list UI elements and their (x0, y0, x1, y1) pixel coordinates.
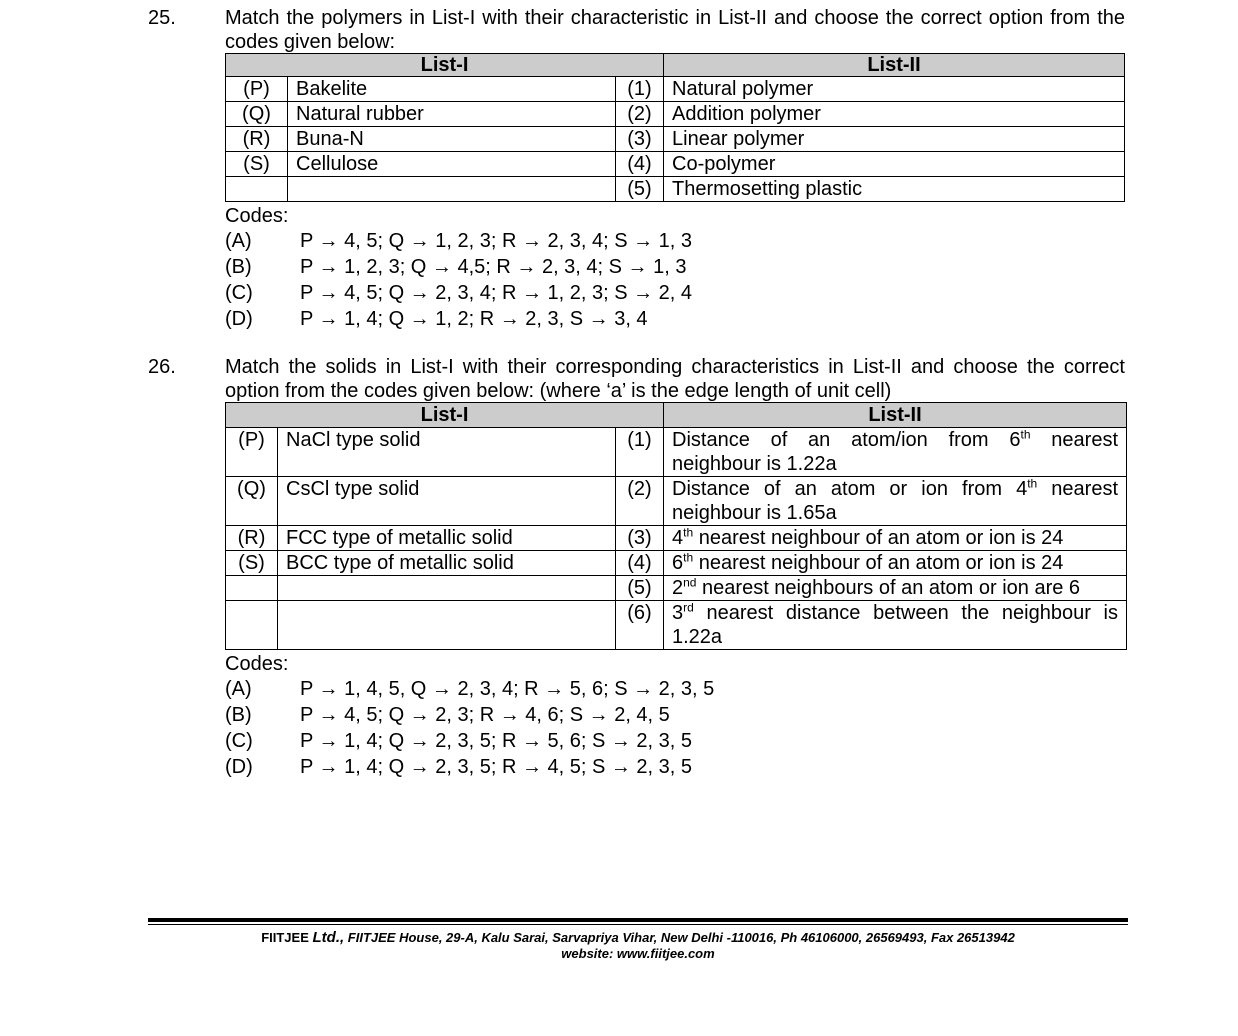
list1-label: (S) (226, 152, 288, 177)
option-label: (A) (225, 678, 252, 700)
list1-label (226, 576, 278, 601)
table-row (226, 526, 1127, 551)
question-body (225, 355, 1125, 780)
list1-header: List-I (226, 403, 664, 428)
question-text: Match the solids in List-I with their corresponding characteristics in List-II and choose the correct option from the codes given below: (where ‘a’ is the edge length of unit cell) (225, 356, 1125, 402)
option-label: (B) (225, 256, 252, 278)
list2-label: (4) (616, 152, 664, 177)
list1-item: FCC type of metallic solid (278, 526, 616, 551)
option-text: P → 1, 4; Q → 1, 2; R → 2, 3, S → 3, 4 (300, 308, 648, 330)
question-number: 26. (148, 356, 176, 378)
option-text: P → 1, 4; Q → 2, 3, 5; R → 5, 6; S → 2, 3, 5 (300, 730, 693, 752)
option-text: P → 4, 5; Q → 2, 3; R → 4, 6; S → 2, 4, 5 (300, 704, 670, 726)
list1-item: Natural rubber (288, 102, 616, 127)
option-label: (D) (225, 308, 253, 330)
list1-label (226, 177, 288, 202)
option-text: P → 1, 4, 5, Q → 2, 3, 4; R → 5, 6; S → 2, 3, 5 (300, 678, 715, 700)
list1-label: (S) (226, 551, 278, 576)
match-table (225, 402, 1127, 650)
list2-item: Distance of an atom or ion from 4th nearest neighbour is 1.65a (664, 477, 1127, 526)
list2-label: (2) (616, 102, 664, 127)
list1-label: (P) (226, 428, 278, 477)
table-row (226, 601, 1127, 650)
list1-label: (R) (226, 127, 288, 152)
codes-title: Codes: (225, 653, 289, 675)
option-c (225, 280, 1125, 306)
list2-header: List-II (664, 403, 1127, 428)
list1-item: BCC type of metallic solid (278, 551, 616, 576)
option-text: P → 4, 5; Q → 2, 3, 4; R → 1, 2, 3; S → 2, 4 (300, 282, 693, 304)
option-text: P → 4, 5; Q → 1, 2, 3; R → 2, 3, 4; S → 1, 3 (300, 230, 693, 252)
table-row (226, 102, 1125, 127)
list1-header: List-I (226, 54, 664, 77)
list1-label: (Q) (226, 102, 288, 127)
list1-label: (P) (226, 77, 288, 102)
table-row (226, 77, 1125, 102)
table-row (226, 152, 1125, 177)
option-d (225, 306, 1125, 332)
option-a (225, 228, 1125, 254)
list1-item: Bakelite (288, 77, 616, 102)
footer-brand: FIITJEE (261, 930, 309, 945)
footer-website: website: www.fiitjee.com (561, 946, 715, 961)
list2-item: Addition polymer (664, 102, 1125, 127)
option-c (225, 728, 1125, 754)
option-b (225, 254, 1125, 280)
list2-label: (6) (616, 601, 664, 650)
option-label: (C) (225, 282, 253, 304)
list2-label: (5) (616, 576, 664, 601)
page-footer (148, 930, 1128, 962)
codes-title: Codes: (225, 205, 289, 227)
list2-label: (1) (616, 428, 664, 477)
list2-label: (2) (616, 477, 664, 526)
list2-item: 6th nearest neighbour of an atom or ion is 24 (664, 551, 1127, 576)
footer-address: FIITJEE House, 29-A, Kalu Sarai, Sarvapriya Vihar, New Delhi -110016, Ph 46106000, 26569493, Fax 26513942 (347, 930, 1015, 945)
list1-item (288, 177, 616, 202)
list2-label: (1) (616, 77, 664, 102)
footer-rule-thin (148, 924, 1128, 925)
question-body (225, 6, 1125, 332)
list2-item: 2nd nearest neighbours of an atom or ion are 6 (664, 576, 1127, 601)
table-header-row (226, 403, 1127, 428)
list2-header: List-II (664, 54, 1125, 77)
footer-address-line (148, 930, 1128, 946)
list1-item: Cellulose (288, 152, 616, 177)
list1-item (278, 601, 616, 650)
option-text: P → 1, 2, 3; Q → 4,5; R → 2, 3, 4; S → 1, 3 (300, 256, 687, 278)
list2-item: Thermosetting plastic (664, 177, 1125, 202)
list1-item: NaCl type solid (278, 428, 616, 477)
list1-label: (R) (226, 526, 278, 551)
list2-item: Natural polymer (664, 77, 1125, 102)
list1-item: CsCl type solid (278, 477, 616, 526)
option-d (225, 754, 1125, 780)
option-label: (C) (225, 730, 253, 752)
table-row (226, 551, 1127, 576)
list2-label: (3) (616, 127, 664, 152)
footer-ltd: Ltd., (312, 929, 345, 946)
option-a (225, 676, 1125, 702)
list2-item: 4th nearest neighbour of an atom or ion is 24 (664, 526, 1127, 551)
question-text: Match the polymers in List-I with their characteristic in List-II and choose the correct option from the codes given below: (225, 7, 1125, 53)
option-label: (D) (225, 756, 253, 778)
footer-rule (148, 918, 1128, 922)
option-text: P → 1, 4; Q → 2, 3, 5; R → 4, 5; S → 2, 3, 5 (300, 756, 693, 778)
option-label: (A) (225, 230, 252, 252)
match-table (225, 53, 1125, 202)
option-b (225, 702, 1125, 728)
question-number: 25. (148, 7, 176, 29)
list2-label: (5) (616, 177, 664, 202)
table-row (226, 177, 1125, 202)
table-header-row (226, 54, 1125, 77)
list1-item (278, 576, 616, 601)
table-row (226, 477, 1127, 526)
list1-label: (Q) (226, 477, 278, 526)
list2-item: 3rd nearest distance between the neighbour is 1.22a (664, 601, 1127, 650)
table-row (226, 428, 1127, 477)
table-row (226, 127, 1125, 152)
list2-item: Linear polymer (664, 127, 1125, 152)
list2-item: Co-polymer (664, 152, 1125, 177)
table-row (226, 576, 1127, 601)
list1-item: Buna-N (288, 127, 616, 152)
list1-label (226, 601, 278, 650)
option-label: (B) (225, 704, 252, 726)
list2-item: Distance of an atom/ion from 6th nearest neighbour is 1.22a (664, 428, 1127, 477)
list2-label: (4) (616, 551, 664, 576)
list2-label: (3) (616, 526, 664, 551)
